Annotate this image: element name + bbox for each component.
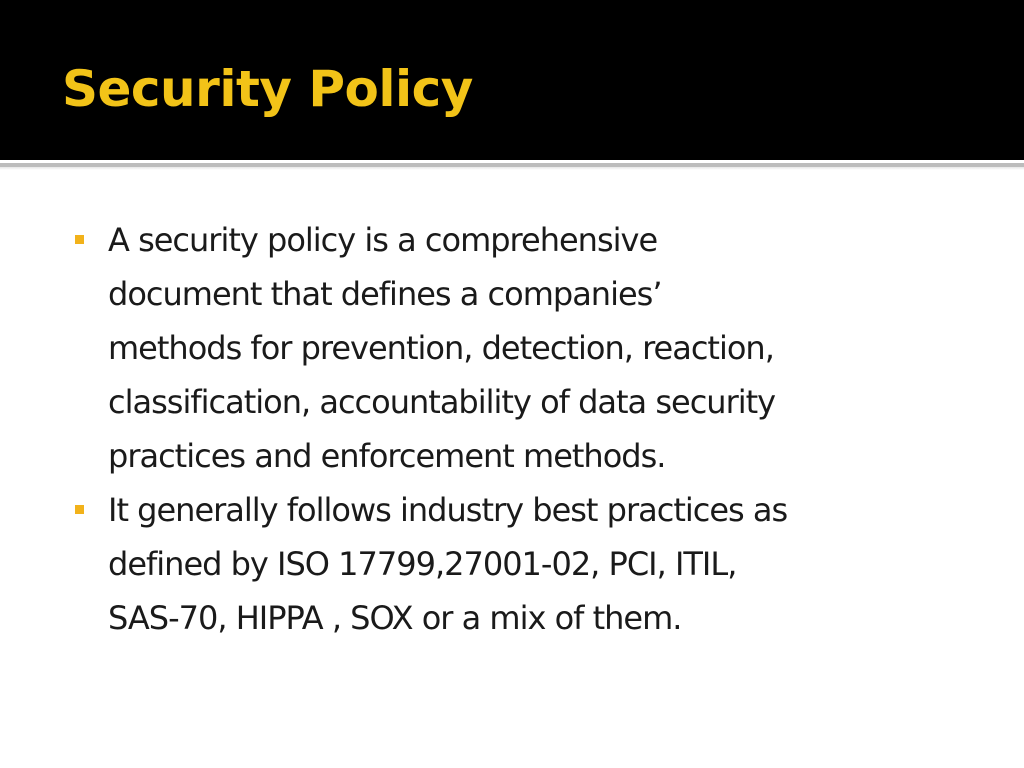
bullet-line: defined by ISO 17799,27001-02, PCI, ITIL, [108,545,737,583]
bullet-text [108,483,968,645]
bullet-text [108,213,968,483]
bullet-line: practices and enforcement methods. [108,437,666,475]
title-divider-shadow [0,167,1024,170]
square-bullet-icon [75,505,84,514]
bullet-line: SAS-70, HIPPA , SOX or a mix of them. [108,599,682,637]
slide-title: Security Policy [62,60,473,118]
bullet-item [0,483,1024,645]
bullet-line: It generally follows industry best practices as [108,491,788,529]
bullet-line: A security policy is a comprehensive [108,221,658,259]
bullet-line: methods for prevention, detection, reaction, [108,329,774,367]
bullet-item [0,213,1024,483]
square-bullet-icon [75,235,84,244]
bullet-line: document that defines a companies’ [108,275,662,313]
bullet-list [0,213,1024,645]
bullet-line: classification, accountability of data security [108,383,776,421]
title-bar [0,0,1024,160]
